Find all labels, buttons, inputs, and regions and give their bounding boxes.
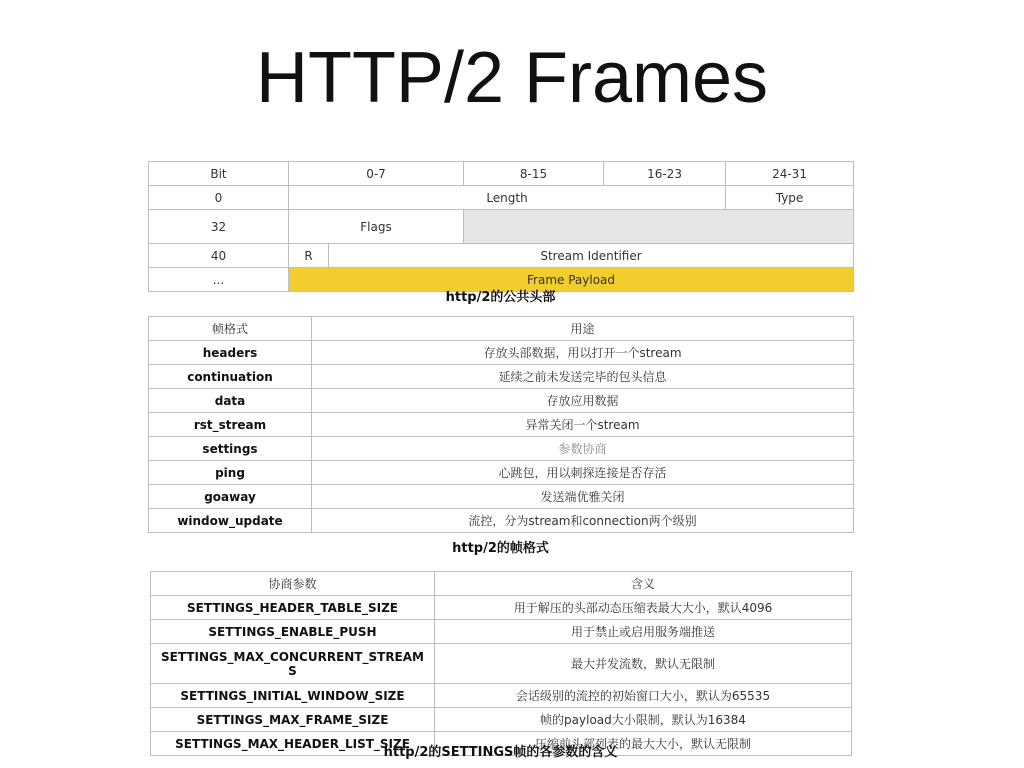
stream-identifier-field: Stream Identifier	[329, 244, 854, 268]
setting-desc: 用于禁止或启用服务端推送	[435, 620, 852, 644]
frame-type-desc: 参数协商	[312, 437, 854, 461]
bit-offset: 32	[149, 210, 289, 244]
frame-type-desc: 异常关闭一个stream	[312, 413, 854, 437]
frame-type-name: ping	[149, 461, 312, 485]
table-row	[149, 509, 854, 533]
column-header: 含义	[435, 572, 852, 596]
frame-type-desc: 延续之前未发送完毕的包头信息	[312, 365, 854, 389]
setting-name: SETTINGS_MAX_HEADER_LIST_SIZE	[151, 732, 435, 756]
setting-desc: 最大并发流数，默认无限制	[435, 644, 852, 684]
setting-name: SETTINGS_HEADER_TABLE_SIZE	[151, 596, 435, 620]
column-header: 16-23	[604, 162, 726, 186]
table-header-row	[149, 317, 854, 341]
table-row	[149, 341, 854, 365]
frame-payload-field: Frame Payload	[289, 268, 854, 292]
table-row	[151, 684, 852, 708]
table-header-row	[149, 162, 854, 186]
table-row	[149, 244, 854, 268]
column-header: 协商参数	[151, 572, 435, 596]
table-row	[149, 461, 854, 485]
table-row	[151, 708, 852, 732]
setting-name: SETTINGS_INITIAL_WINDOW_SIZE	[151, 684, 435, 708]
frame-type-name: rst_stream	[149, 413, 312, 437]
unused-cell	[464, 210, 854, 244]
settings-params-table	[150, 571, 852, 756]
frame-type-desc: 发送端优雅关闭	[312, 485, 854, 509]
type-field: Type	[726, 186, 854, 210]
frame-types-caption: http/2的帧格式	[452, 541, 549, 556]
table-row	[149, 485, 854, 509]
frame-type-desc: 流控，分为stream和connection两个级别	[312, 509, 854, 533]
frame-type-desc: 心跳包，用以刺探连接是否存活	[312, 461, 854, 485]
frame-type-name: data	[149, 389, 312, 413]
table-row	[151, 596, 852, 620]
column-header: 24-31	[726, 162, 854, 186]
table-row	[149, 365, 854, 389]
frame-type-desc: 存放头部数据，用以打开一个stream	[312, 341, 854, 365]
bit-offset: 0	[149, 186, 289, 210]
setting-desc: 压缩前头部列表的最大大小，默认无限制	[435, 732, 852, 756]
table-row	[149, 186, 854, 210]
flags-field: Flags	[289, 210, 464, 244]
table-row	[149, 413, 854, 437]
frame-header-table	[148, 161, 854, 292]
length-field: Length	[289, 186, 726, 210]
frame-types-table	[148, 316, 854, 533]
column-header: Bit	[149, 162, 289, 186]
frame-type-name: window_update	[149, 509, 312, 533]
column-header: 用途	[312, 317, 854, 341]
table-header-row	[151, 572, 852, 596]
setting-desc: 帧的payload大小限制，默认为16384	[435, 708, 852, 732]
bit-offset: 40	[149, 244, 289, 268]
bit-offset: ...	[149, 268, 289, 292]
column-header: 8-15	[464, 162, 604, 186]
column-header: 0-7	[289, 162, 464, 186]
frame-type-name: goaway	[149, 485, 312, 509]
setting-desc: 用于解压的头部动态压缩表最大大小，默认4096	[435, 596, 852, 620]
reserved-bit-field: R	[289, 244, 329, 268]
setting-name: SETTINGS_ENABLE_PUSH	[151, 620, 435, 644]
frame-type-name: headers	[149, 341, 312, 365]
setting-name: SETTINGS_MAX_FRAME_SIZE	[151, 708, 435, 732]
frame-type-name: settings	[149, 437, 312, 461]
setting-desc: 会话级别的流控的初始窗口大小，默认为65535	[435, 684, 852, 708]
frame-type-name: continuation	[149, 365, 312, 389]
table-row	[149, 437, 854, 461]
table-row	[151, 620, 852, 644]
frame-header-caption: http/2的公共头部	[445, 290, 556, 305]
table-row	[149, 389, 854, 413]
table-row	[151, 644, 852, 684]
setting-name: SETTINGS_MAX_CONCURRENT_STREAMS	[151, 644, 435, 684]
column-header: 帧格式	[149, 317, 312, 341]
frame-type-desc: 存放应用数据	[312, 389, 854, 413]
table-row	[149, 210, 854, 244]
settings-params-caption: http/2的SETTINGS帧的各参数的含义	[383, 745, 618, 760]
slide-title: HTTP/2 Frames	[255, 38, 769, 118]
